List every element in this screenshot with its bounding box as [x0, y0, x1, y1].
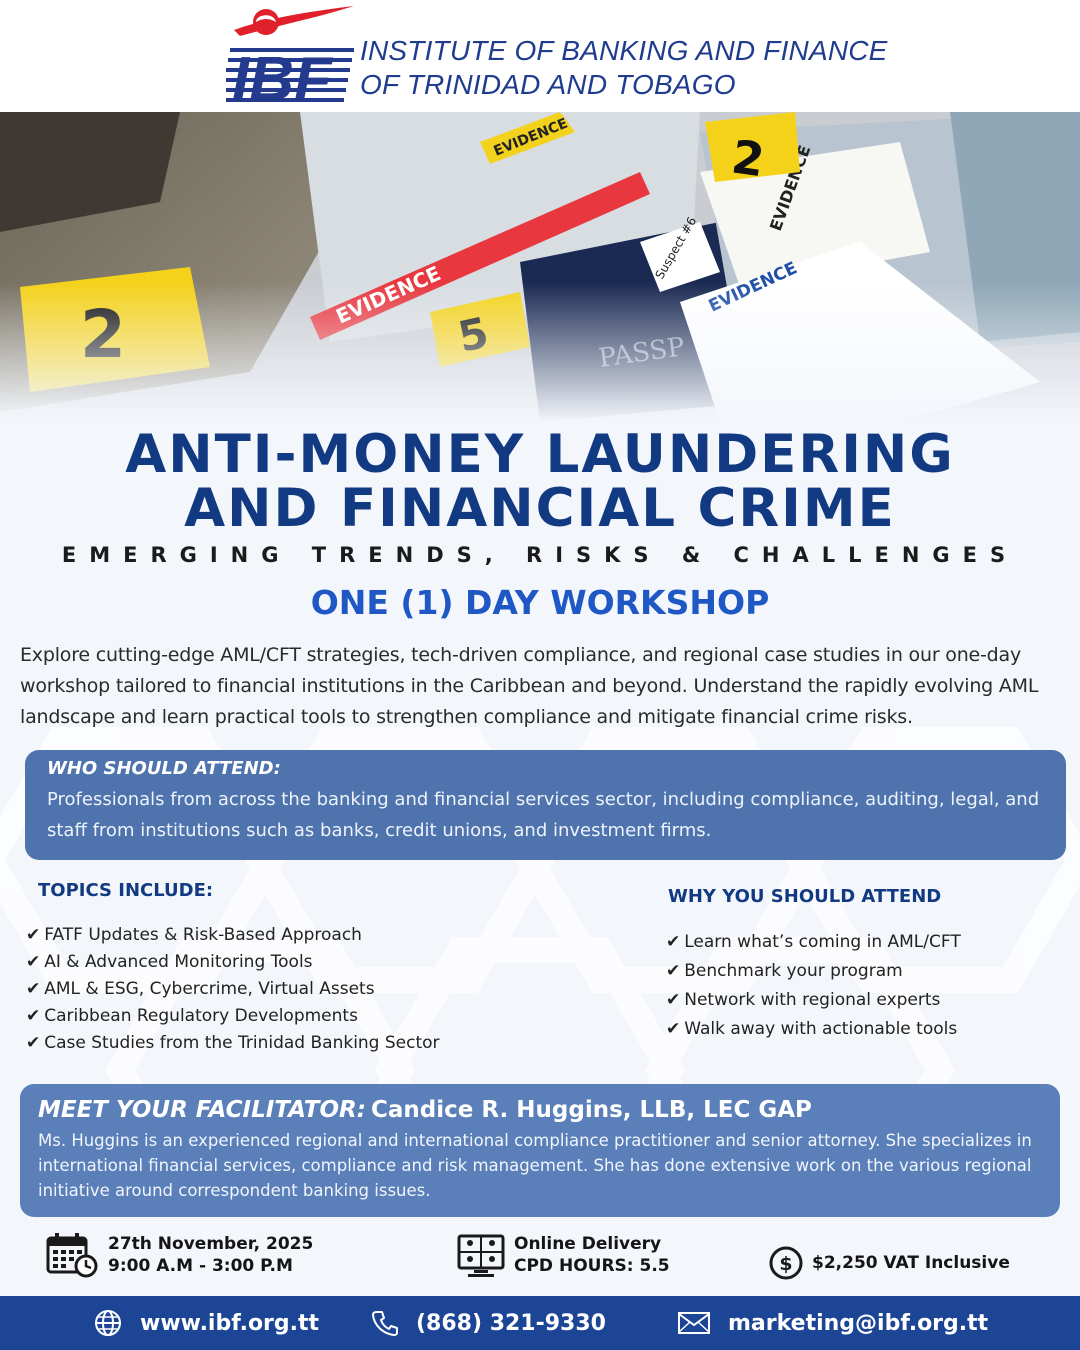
main-title-line1: ANTI-MONEY LAUNDERING — [125, 424, 955, 485]
facilitator-box — [20, 1084, 1060, 1217]
event-delivery-info — [456, 1232, 670, 1278]
calendar-clock-icon — [46, 1232, 100, 1278]
check-icon: ✔ — [666, 932, 681, 952]
why-attend-list — [666, 928, 961, 1044]
hero-photo — [0, 112, 1080, 422]
check-icon: ✔ — [26, 979, 41, 999]
main-title-line2: AND FINANCIAL CRIME — [184, 478, 896, 539]
globe-icon — [94, 1309, 122, 1337]
facilitator-label: MEET YOUR FACILITATOR: — [38, 1097, 366, 1123]
event-price: $2,250 VAT Inclusive — [812, 1253, 1010, 1273]
check-icon: ✔ — [26, 925, 41, 945]
intro-paragraph: Explore cutting-edge AML/CFT strategies, tech-driven compliance, and regional case studies in our one-day workshop tailored to financial institutions in the Caribbean and beyond. Understand the rapidly evolving AML landscape and learn practical tools to strengthen compliance and mitigate financial crime risks. — [20, 644, 1039, 728]
check-icon: ✔ — [26, 1006, 41, 1026]
org-name-line1: INSTITUTE OF BANKING AND FINANCE — [360, 35, 888, 66]
footer-email[interactable] — [678, 1296, 988, 1350]
email-address[interactable]: marketing@ibf.org.tt — [728, 1310, 989, 1336]
footer-bar — [0, 1296, 1080, 1350]
list-item: ✔ FATF Updates & Risk-Based Approach — [26, 925, 362, 945]
main-title — [0, 424, 1080, 539]
subtitle: EMERGING TRENDS, RISKS & CHALLENGES — [61, 543, 1019, 567]
logo-text: IBF — [232, 45, 332, 104]
website-link[interactable]: www.ibf.org.tt — [140, 1310, 320, 1336]
ibf-logo — [226, 4, 358, 104]
event-date: 27th November, 2025 — [108, 1234, 314, 1254]
list-item: ✔ Network with regional experts — [666, 990, 941, 1010]
org-name — [360, 34, 888, 102]
event-time: 9:00 A.M - 3:00 P.M — [108, 1256, 293, 1276]
facilitator-name: Candice R. Huggins, LLB, LEC GAP — [371, 1097, 812, 1123]
topics-title: TOPICS INCLUDE: — [38, 880, 214, 901]
facilitator-heading — [38, 1096, 1042, 1126]
list-item: ✔ Walk away with actionable tools — [666, 1019, 958, 1039]
list-item: ✔ Benchmark your program — [666, 961, 903, 981]
mail-icon — [678, 1311, 710, 1335]
list-item: ✔ Caribbean Regulatory Developments — [26, 1006, 358, 1026]
event-delivery: Online Delivery — [514, 1234, 662, 1254]
check-icon: ✔ — [666, 1019, 681, 1039]
footer-website[interactable] — [94, 1296, 319, 1350]
topics-list — [26, 922, 440, 1057]
footer-phone[interactable] — [372, 1296, 606, 1350]
why-attend-title: WHY YOU SHOULD ATTEND — [668, 886, 942, 907]
event-price-info — [768, 1245, 1010, 1281]
list-item: ✔ AI & Advanced Monitoring Tools — [26, 952, 313, 972]
list-item: ✔ Learn what’s coming in AML/CFT — [666, 932, 961, 952]
who-should-attend-text: Professionals from across the banking and financial services sector, including compliance, auditing, legal, and staff from institutions such as banks, credit unions, and investment firms. — [47, 789, 1040, 841]
event-cpd: CPD HOURS: 5.5 — [514, 1256, 670, 1276]
dollar-icon — [768, 1245, 804, 1281]
who-should-attend-title: WHO SHOULD ATTEND: — [47, 758, 281, 779]
event-date-info — [46, 1232, 313, 1278]
header — [0, 0, 1080, 112]
workshop-label: ONE (1) DAY WORKSHOP — [310, 583, 770, 622]
check-icon: ✔ — [26, 952, 41, 972]
who-should-attend-box — [25, 750, 1066, 860]
check-icon: ✔ — [666, 990, 681, 1010]
check-icon: ✔ — [26, 1033, 41, 1053]
list-item: ✔ Case Studies from the Trinidad Banking Sector — [26, 1033, 440, 1053]
phone-icon — [372, 1310, 398, 1336]
facilitator-bio: Ms. Huggins is an experienced regional and international compliance practitioner and senior attorney. She specializes in international financial services, compliance and risk management. She has done extensive work on the various regional initiative around correspondent banking issues. — [38, 1131, 1032, 1200]
check-icon: ✔ — [666, 961, 681, 981]
phone-number[interactable]: (868) 321-9330 — [416, 1310, 606, 1336]
online-meeting-icon — [456, 1232, 506, 1278]
org-name-line2: OF TRINIDAD AND TOBAGO — [360, 69, 736, 100]
list-item: ✔ AML & ESG, Cybercrime, Virtual Assets — [26, 979, 375, 999]
svg-text:$: $ — [779, 1253, 793, 1275]
